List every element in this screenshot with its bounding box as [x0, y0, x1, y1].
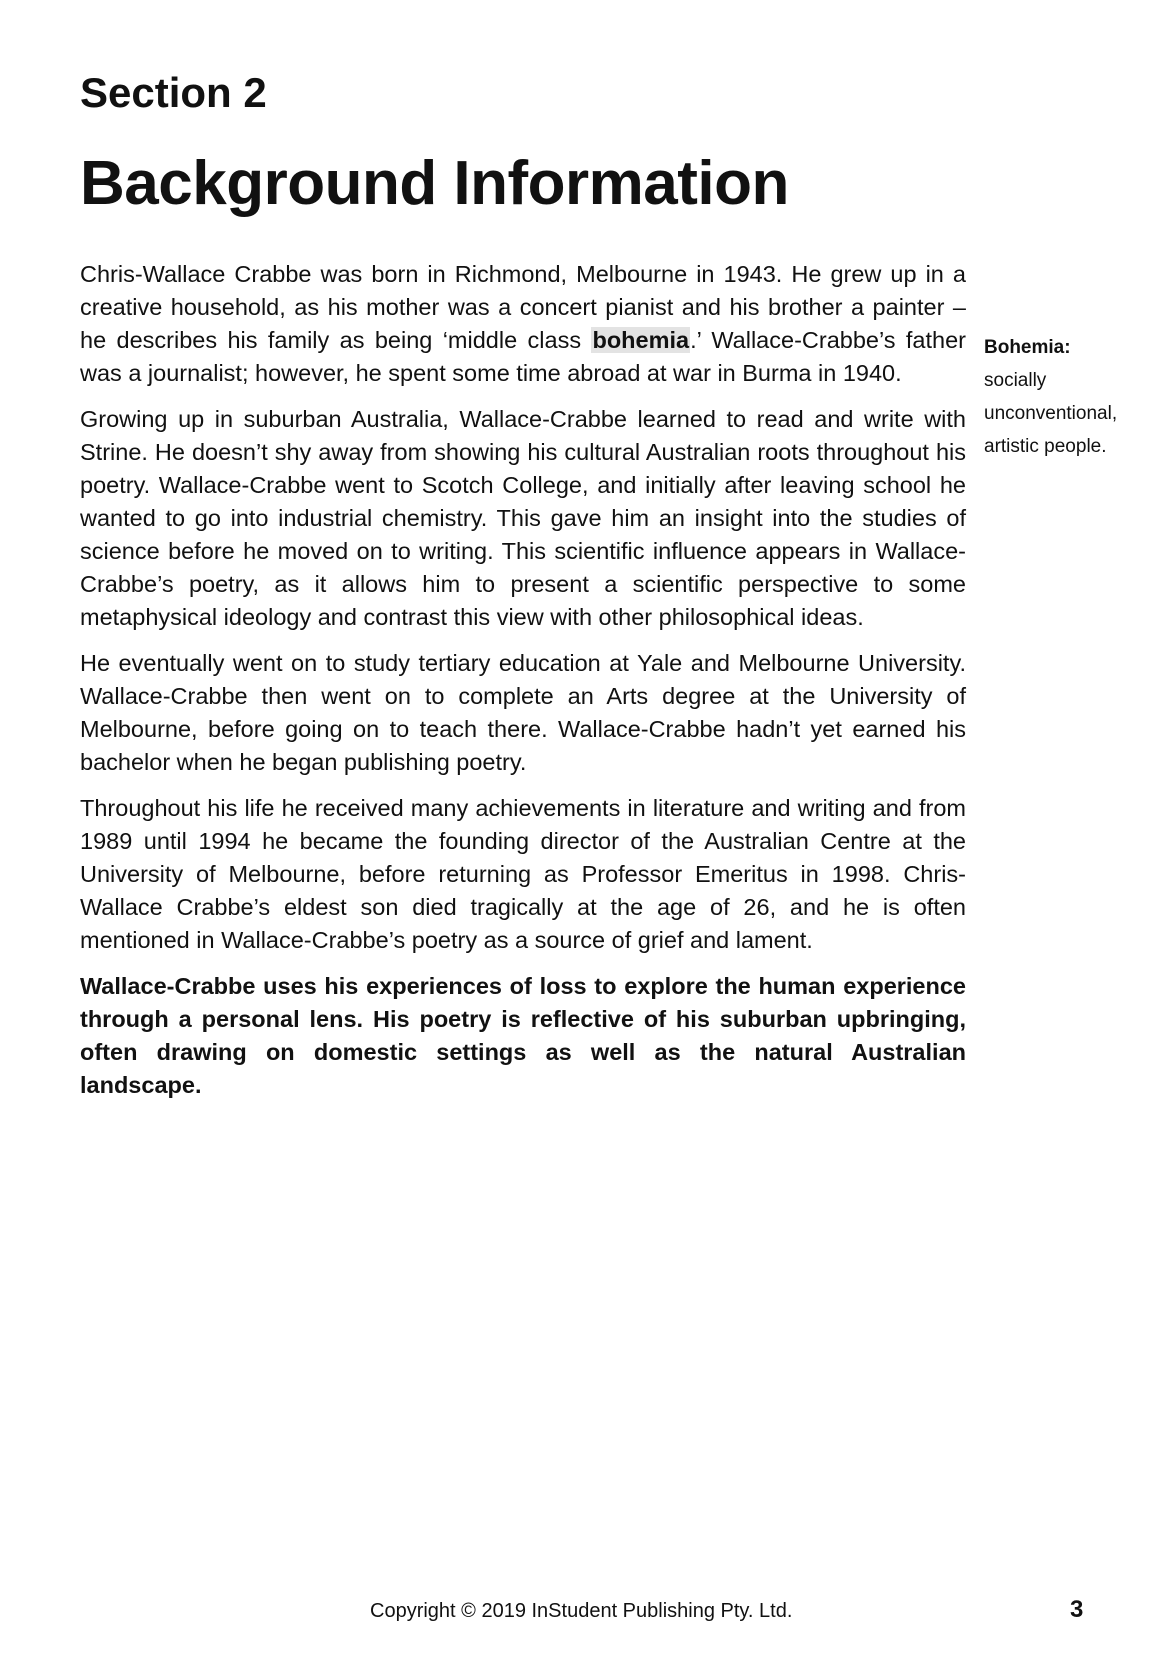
glossary-note-definition: socially unconventional, artistic people.: [984, 370, 1118, 457]
summary-paragraph: Wallace-Crabbe uses his experiences of loss to explore the human experience through a personal lens. His poetry is reflective of his suburban upbringing, often drawing on domestic settings as well as the natural Australian landscape.: [80, 973, 966, 1098]
page-title: Background Information: [80, 149, 789, 218]
glossary-note: [984, 331, 1164, 463]
glossary-term-highlight: bohemia: [592, 327, 690, 353]
body-text: [80, 258, 966, 1115]
page-number: 3: [1070, 1596, 1084, 1623]
paragraph-3: He eventually went on to study tertiary education at Yale and Melbourne University. Wallace-Crabbe then went on to complete an Arts degree at the University of Melbourne, before going on to teach there. Wallace-Crabbe hadn’t yet earned his bachelor when he began publishing poetry.: [80, 650, 966, 775]
paragraph-4: Throughout his life he received many achievements in literature and writing and from 1989 until 1994 he became the founding director of the Australian Centre at the University of Melbourne, before returning as Professor Emeritus in 1998. Chris-Wallace Crabbe’s eldest son died tragically at the age of 26, and he is often mentioned in Wallace-Crabbe’s poetry as a source of grief and lament.: [80, 795, 966, 953]
glossary-note-term: Bohemia:: [984, 337, 1071, 358]
paragraph-1-text-start: Chris-Wallace Crabbe was born in Richmond, Melbourne in 1943. He grew up in a creative household, as his mother was a concert pianist and his brother a painter – he describes his family as being ‘middle class: [80, 261, 966, 353]
paragraph-2: Growing up in suburban Australia, Wallace-Crabbe learned to read and write with Strine. He doesn’t shy away from showing his cultural Australian roots throughout his poetry. Wallace-Crabbe went to Scotch College, and initially after leaving school he wanted to go into industrial chemistry. This gave him an insight into the studies of science before he moved on to writing. This scientific influence appears in Wallace-Crabbe’s poetry, as it allows him to present a scientific perspective to some metaphysical ideology and contrast this view with other philosophical ideas.: [80, 406, 966, 630]
paragraph-1-text-end: .’ Wallace-Crabbe’s father was a journalist; however, he spent some time abroad at war in Burma in 1940.: [80, 327, 966, 386]
footer-copyright: Copyright © 2019 InStudent Publishing Pty. Ltd.: [370, 1600, 793, 1622]
section-label: Section 2: [80, 69, 267, 116]
paragraph-1: [80, 258, 966, 390]
